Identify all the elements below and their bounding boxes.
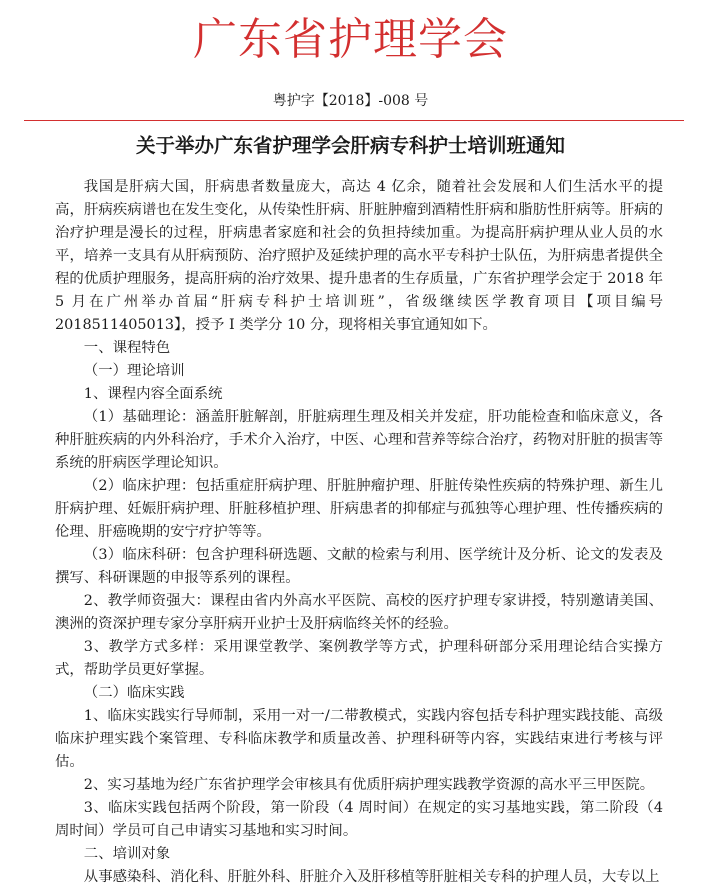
paragraph-clinical-nursing: （2）临床护理：包括重症肝病护理、肝脏肿瘤护理、肝脏传染性疾病的特殊护理、新生儿肝病护理、妊娠肝病护理、肝脏移植护理、肝病患者的抑郁症与孤独等心理护理、性传播疾病的伦理、肝癌晚期的安宁疗护等等。 (55, 478, 663, 540)
section-heading-course-features: 一、课程特色 (83, 340, 171, 356)
organization-name: 广东省护理学会 (193, 14, 508, 65)
paragraph-mentorship: 1、临床实践实行导师制，采用一对一/二带教模式，实践内容包括专科护理实践技能、高级临床护理实践个案管理、专科临床教学和质量改善、护理科研等内容，实践结束进行考核与评估。 (55, 708, 663, 770)
subsection-heading-theory: （一）理论培训 (83, 363, 185, 379)
paragraph-practice-stages: 3、临床实践包括两个阶段，第一阶段（4 周时间）在规定的实习基地实践，第二阶段（4 周时间）学员可自己申请实习基地和实习时间。 (55, 800, 663, 839)
paragraph-teaching-methods: 3、教学方式多样：采用课堂教学、案例教学等方式，护理科研部分采用理论结合实操方式，帮助学员更好掌握。 (55, 639, 663, 678)
subsection-heading-practice: （二）临床实践 (83, 685, 185, 701)
item-heading-curriculum: 1、课程内容全面系统 (83, 386, 223, 402)
paragraph-basic-theory: （1）基础理论：涵盖肝脏解剖，肝脏病理生理及相关并发症，肝功能检查和临床意义，各种肝脏疾病的内外科治疗，手术介入治疗，中医、心理和营养等综合治疗，药物对肝脏的损害等系统的肝病医学理论知识。 (55, 409, 663, 471)
paragraph-practice-base: 2、实习基地为经广东省护理学会审核具有优质肝病护理实践教学资源的高水平三甲医院。 (83, 777, 655, 793)
document-body (55, 176, 663, 889)
document-title: 关于举办广东省护理学会肝病专科护士培训班通知 (135, 134, 565, 157)
document-number: 粤护字【2018】-008 号 (272, 93, 429, 109)
paragraph-target-audience: 从事感染科、消化科、肝脏外科、肝脏介入及肝移植等肝脏相关专科的护理人员，大专以上 (83, 869, 660, 885)
paragraph-faculty: 2、教学师资强大：课程由省内外高水平医院、高校的医疗护理专家讲授，特别邀请美国、澳洲的资深护理专家分享肝病开业护士及肝病临终关怀的经验。 (55, 593, 663, 632)
section-heading-target-audience: 二、培训对象 (83, 846, 171, 862)
intro-paragraph: 我国是肝病大国，肝病患者数量庞大，高达 4 亿余，随着社会发展和人们生活水平的提高，肝病疾病谱也在发生变化，从传染性肝病、肝脏肿瘤到酒精性肝病和脂肪性肝病等。肝病的治疗护理是漫长的过程，肝病患者家庭和社会的负担持续加重。为提高肝病护理从业人员的水平，培养一支具有从肝病预防、治疗照护及延续护理的高水平专科护士队伍，为肝病患者提供全程的优质护理服务，提高肝病的治疗效果、提升患者的生存质量，广东省护理学会定于 2018 年 5 月在广州举办首届“肝病专科护士培训班”，省级继续医学教育项目【项目编号 2018511405013】，授予 I 类学分 10 分，现将相关事宜通知如下。 (55, 179, 663, 333)
paragraph-clinical-research: （3）临床科研：包含护理科研选题、文献的检索与利用、医学统计及分析、论文的发表及撰写、科研课题的申报等系列的课程。 (55, 547, 663, 586)
header-divider (24, 120, 684, 121)
